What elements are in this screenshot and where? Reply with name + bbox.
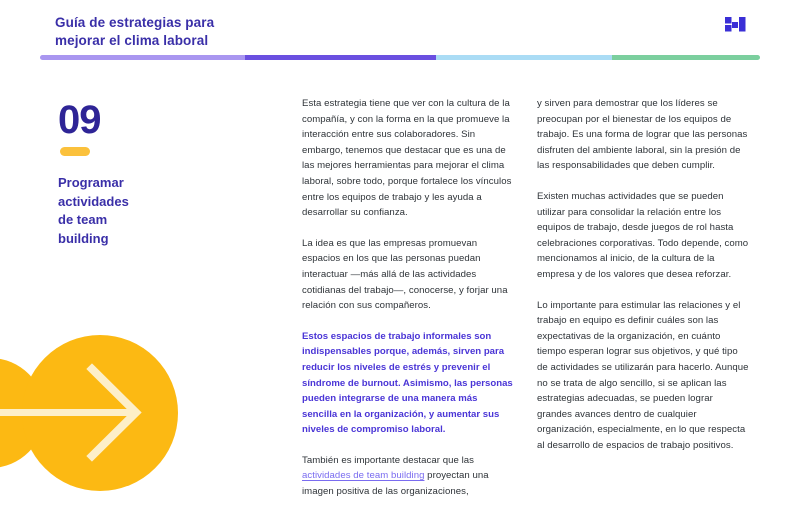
- document-title: [55, 14, 385, 50]
- document-title-line-1: Guía de estrategias para: [55, 15, 215, 30]
- paragraph-imagen-positiva: [302, 453, 515, 500]
- text-column-middle: [302, 96, 515, 500]
- text-column-right: [537, 96, 750, 453]
- accent-segment-4: [612, 55, 760, 60]
- accent-pill: [60, 147, 90, 156]
- paragraph-idea-espacios: La idea es que las empresas promuevan espacios en los que las personas puedan interactuar —más allá de las actividades cotidianas del trabajo—, conocerse, y forjar una relación con sus compañeros.: [302, 237, 508, 312]
- team-building-link[interactable]: actividades de team building: [302, 470, 425, 482]
- paragraph-lideres-bienestar: y sirven para demostrar que los líderes se preocupan por el bienestar de los equipos de trabajo. Es una forma de lograr que las personas disfruten del ambiente laboral, sin la presión de las responsabilidades que deben cumplir.: [537, 98, 748, 172]
- decorative-graphic: [0, 313, 250, 513]
- accent-segment-3: [436, 55, 612, 60]
- sidebar: [0, 88, 280, 500]
- step-heading-line-2: actividades: [58, 193, 129, 209]
- step-heading-line-4: building: [58, 230, 109, 246]
- paragraph-actividades-consolidar: Existen muchas actividades que se pueden utilizar para consolidar la relación entre los equipos de trabajo, desde juegos de rol hasta celebraciones corporativas. Todo depende, como mencionamos al inicio, de la cultura de la empresa y de los valores que desea reforzar.: [537, 190, 749, 280]
- step-heading-line-3: de team: [58, 212, 108, 227]
- step-heading: [58, 174, 238, 248]
- page-header: [0, 0, 800, 66]
- yellow-circle-partial: [0, 358, 45, 468]
- accent-segment-2: [245, 55, 436, 60]
- paragraph-estrategia-cultura: Esta estrategia tiene que ver con la cultura de la compañía, y con la forma en la que promueve la interacción entre sus colaboradores. Sin embargo, tenemos que destacar que es una de las mejores herramientas para mejorar el clima laboral, sobre todo, porque fortalece los vínculos entre los equipos de trabajo y les ayuda a desarrollar su confianza.: [302, 98, 512, 219]
- paragraph-text-before: También es importante destacar que las: [302, 454, 475, 466]
- document-title-line-2: mejorar el clima laboral: [55, 33, 209, 48]
- paragraph-espacios-informales: Estos espacios de trabajo informales son indispensables porque, además, sirven para reducir los niveles de estrés y prevenir el síndrome de burnout. Asimismo, las personas pueden integrarse de una manera más sencilla en la organización, y aumentar sus niveles de compromiso laboral.: [302, 330, 513, 436]
- step-heading-line-1: Programar: [58, 175, 124, 190]
- paragraph-text-after: proyectan una imagen positiva de las organizaciones,: [302, 470, 489, 498]
- accent-rule: [40, 55, 760, 60]
- accent-segment-1: [40, 55, 245, 60]
- h-block-logo-icon: [724, 16, 748, 40]
- step-number: 09: [58, 98, 101, 142]
- paragraph-expectativas-organizacion: Lo importante para estimular las relaciones y el trabajo en equipo es definir cuáles son las expectativas de la organización, en cuánto tiempo esperan lograr sus objetivos, y qué tipo de actividades se utilizarán para hacerlo. Aunque no se trata de algo sencillo, si se aplican las estrategias adecuadas, se pueden lograr grandes avances dentro de cualquier organización, especialmente, en lo que respecta al desarrollo de espacios de trabajo positivos.: [537, 299, 749, 451]
- yellow-circle-decor: [22, 335, 178, 491]
